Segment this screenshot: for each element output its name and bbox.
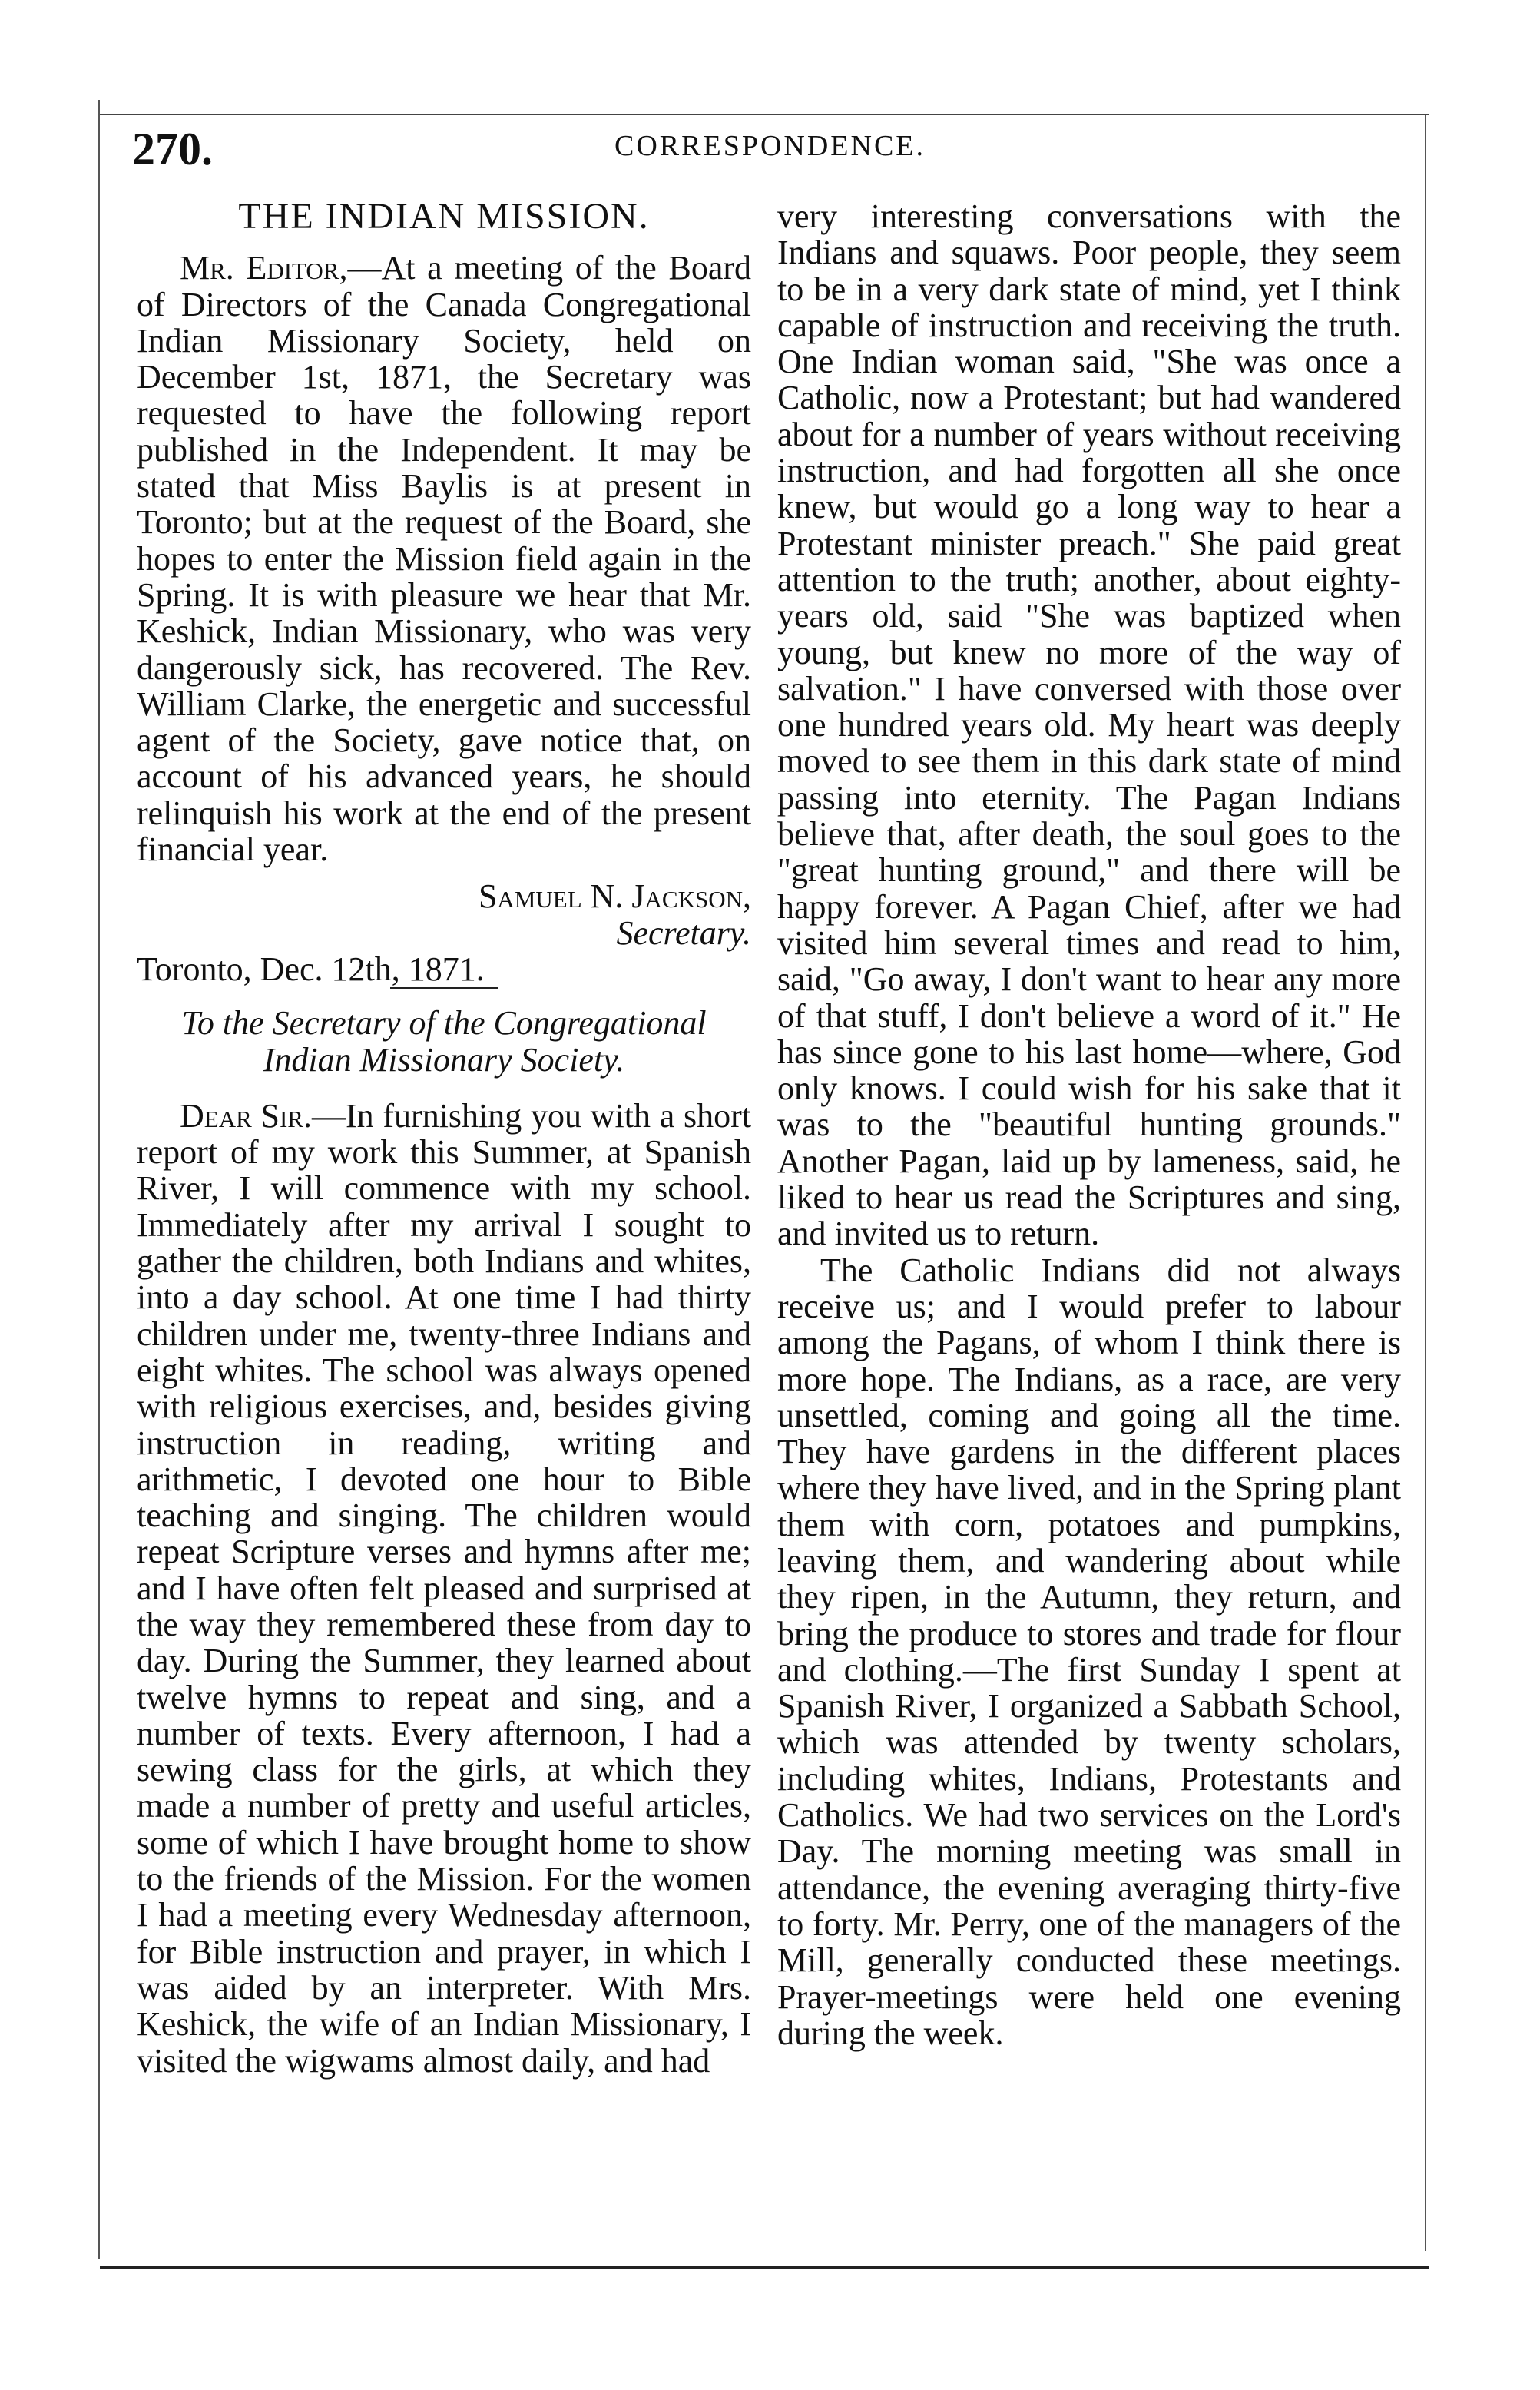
running-header: CORRESPONDENCE. <box>614 130 926 162</box>
editor-letter <box>137 250 751 867</box>
letter-address: To the Secretary of the Congregational Indian Missionary Society. <box>181 1004 707 1079</box>
report-paragraph-2: The Catholic Indians did not always receive us; and I would prefer to labour among the Pagans, of whom I think there is more hope. The Indians, as a race, are very unsettled, coming and going all the time. They have gardens in the different places where they have lived, and in the Spring plant them with corn, potatoes and pumpkins, leaving them, and wandering about while they ripen, in the Autumn, they return, and bring the produce to stores and trade for flour and clothing.—The first Sunday I spent at Spanish River, I organized a Sabbath School, which was attended by twenty scholars, including whites, Indians, Protestants and Catholics. We had two services on the Lord's Day. The morning meeting was small in attendance, the evening averaging thirty-five to forty. Mr. Perry, one of the managers of the Mill, generally conducted these meetings. Prayer-meetings were held one evening during the week. <box>777 1251 1401 2052</box>
editor-salutation: Mr. Editor, <box>180 249 348 287</box>
bottom-rule <box>100 2266 1429 2269</box>
report-salutation: Dear Sir. <box>180 1096 312 1135</box>
article-title: THE INDIAN MISSION. <box>238 196 650 237</box>
report-para1-part2: very interesting conversations with the Indians and squaws. Poor people, they seem to be in a very dark state of mind, yet I think capable of instruction and receiving the truth. One Indian woman said, "She was once a Catholic, now a Protestant; but had wandered about for a number of years without receiving instruction, and had forgotten all she once knew, but would go a long way to hear a Protestant minister preach." She paid great attention to the truth; another, about eighty-years old, said "She was baptized when young, but knew no more of the way of salvation." I have conversed with those over one hundred years old. My heart was deeply moved to see them in this dark state of mind passing into eternity. The Pagan Indians believe that, after death, the soul goes to the "great hunting ground," and there will be happy forever. A Pagan Chief, after we had visited him several times and read to him, said, "Go away, I don't want to hear any more of that stuff, I don't believe a word of it." He has since gone to his last home—where, God only knows. I could wish for his sake that it was to the "beautiful hunting grounds." Another Pagan, laid up by lameness, said, he liked to hear us read the Scriptures and sing, and invited us to return. <box>777 197 1401 1253</box>
left-margin-rule <box>98 100 100 2259</box>
column-right <box>777 198 1401 2051</box>
report-paragraph-1-continued <box>777 198 1401 1252</box>
report-para1-part1: —In furnishing you with a short report of my work this Summer, at Spanish River, I will commence with my school. Immediately after my arrival I sought to gather the children, both Indians and whites, into a day school. At one time I had thirty children under me, twenty-three Indians and eight whites. The school was always opened with religious exercises, and, besides giving instruction in reading, writing and arithmetic, I devoted one hour to Bible teaching and singing. The children would repeat Scripture verses and hymns after me; and I have often felt pleased and surprised at the way they remembered these from day to day. During the Summer, they learned about twelve hymns to repeat and sing, and a number of texts. Every afternoon, I had a sewing class for the girls, at which they made a number of pretty and useful articles, some of which I have brought home to show to the friends of the Mission. For the women I had a meeting every Wednesday afternoon, for Bible instruction and prayer, in which I was aided by an interpreter. With Mrs. Keshick, the wife of an Indian Missionary, I visited the wigwams almost daily, and had <box>137 1096 751 2080</box>
dateline: Toronto, Dec. 12th, 1871. <box>137 950 485 988</box>
editor-letter-body: —At a meeting of the Board of Directors of the Canada Congregational Indian Missionary Society, held on December 1st, 1871, the Secretary was requested to have the following report published in the Independent. It may be stated that Miss Baylis is at present in Toronto; but at the request of the Board, she hopes to enter the Mission field again in the Spring. It is with pleasure we hear that Mr. Keshick, Indian Missionary, who was very dangerously sick, has recovered. The Rev. William Clarke, the energetic and successful agent of the Society, gave notice that, on account of his advanced years, he should relinquish his work at the end of the present financial year. <box>137 249 752 869</box>
signature-title: Secretary. <box>616 913 751 952</box>
signature-name: Samuel N. Jackson, <box>478 877 751 916</box>
top-rule <box>100 114 1429 115</box>
page-number: 270. <box>132 124 213 174</box>
right-margin-rule <box>1425 115 1426 2251</box>
report-paragraph-1 <box>137 1098 751 2079</box>
column-left <box>137 198 751 2079</box>
